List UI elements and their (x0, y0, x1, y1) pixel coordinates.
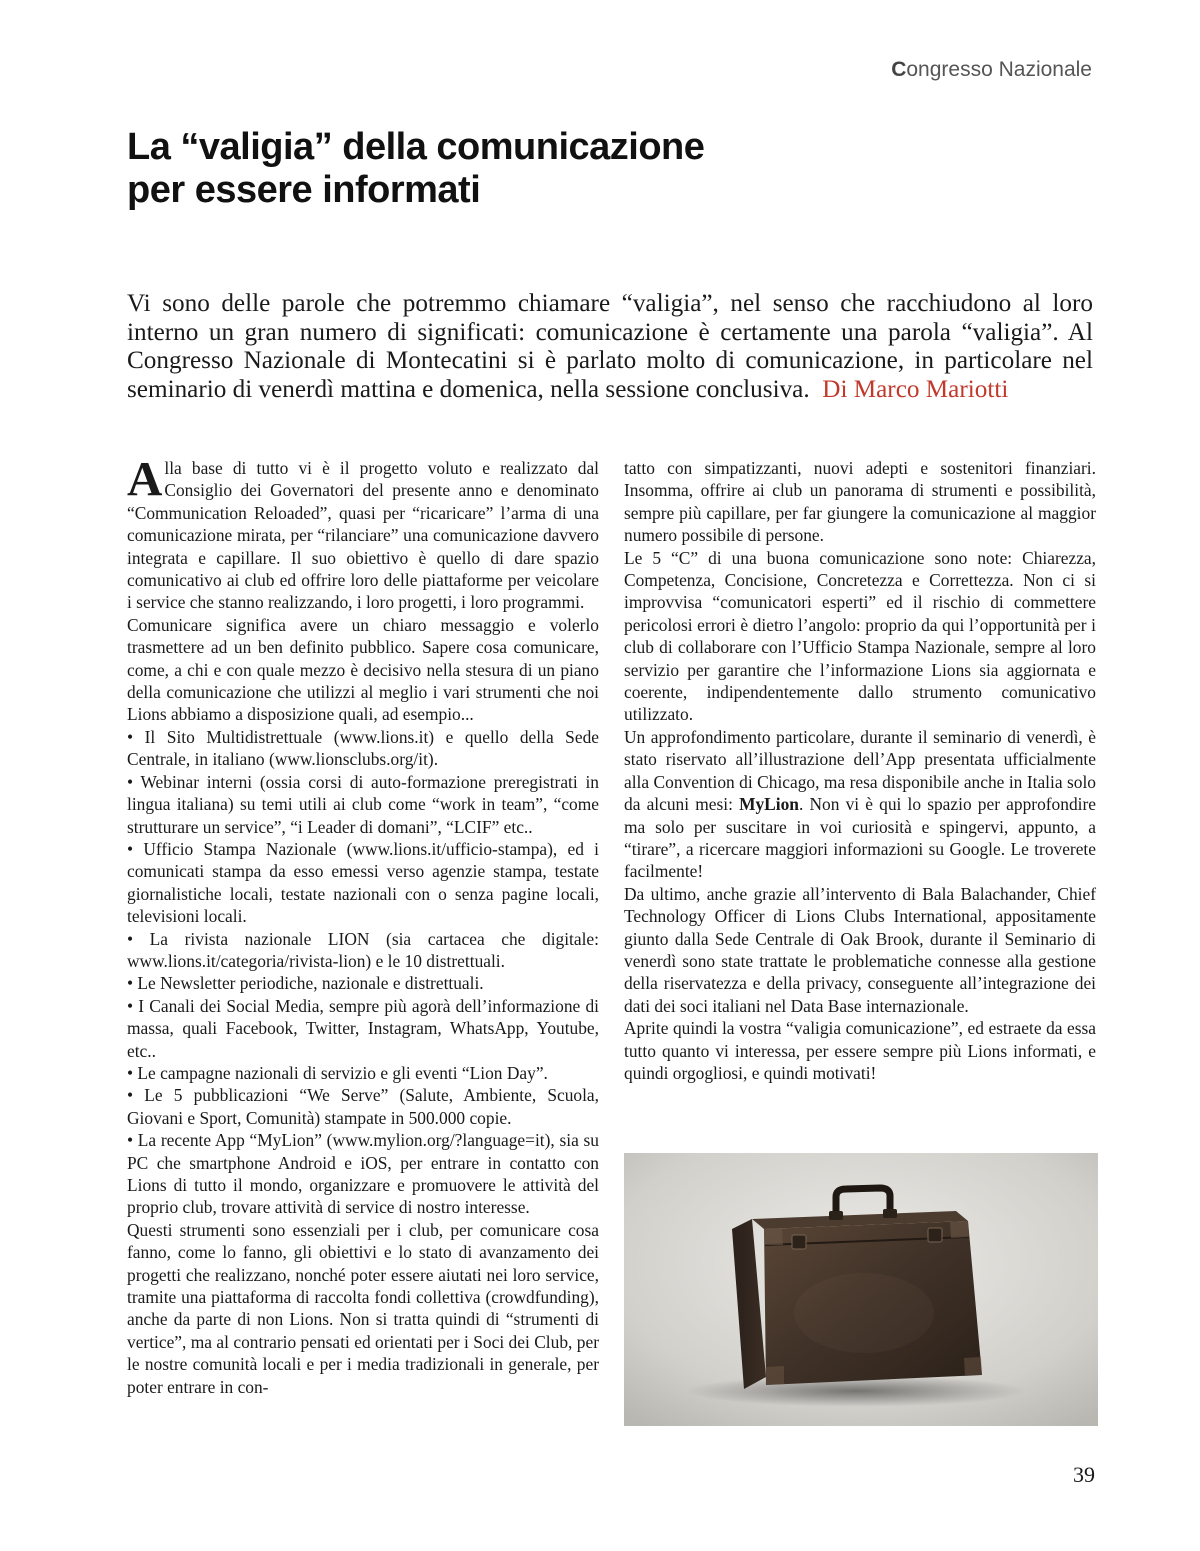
bullet-webinar: • Webinar interni (ossia corsi di auto-formazione preregistrati in lingua italiana) su temi utili ai club come “work in team”, “come strutturare un service”, “i Leader di domani”, “LCIF” etc.. (127, 771, 599, 837)
bullet-campagne: • Le campagne nazionali di servizio e gli eventi “Lion Day”. (127, 1062, 548, 1083)
right-paragraph-3 (624, 726, 1096, 883)
left-paragraph-1 (127, 451, 599, 614)
article-title-line-1: La “valigia” della comunicazione (127, 126, 705, 168)
bullet-we-serve: • Le 5 pubblicazioni “We Serve” (Salute, Ambiente, Scuola, Giovani e Sport, Comunità) stampate in 500.000 copie. (127, 1085, 599, 1128)
right-paragraph-1: tatto con simpatizzanti, nuovi adepti e sostenitori finanziari. Insomma, offrire ai club un panorama di strumenti e possibilità, sempre più capillare, per far giungere la comunicazione al maggior numero possibile di persone. (624, 458, 1096, 546)
page-number: 39 (1073, 1462, 1095, 1487)
article-lead (127, 290, 1093, 404)
article-title (127, 126, 1087, 212)
bullet-rivista: • La rivista nazionale LION (sia cartacea che digitale: www.lions.it/categoria/rivista-lion) e le 10 distrettuali. (127, 928, 599, 971)
left-column (127, 451, 599, 1398)
bullet-mylion: • La recente App “MyLion” (www.mylion.org/?language=it), sia su PC che smartphone Android e iOS, per entrare in contatto con Lions di tutto il mondo, organizzare e promuovere le attività del proprio club, trovare attività di service di nostro interesse. (127, 1130, 599, 1218)
suitcase-photo-icon (624, 1153, 1098, 1426)
drop-cap: A (127, 451, 163, 506)
bullet-sito: • Il Sito Multidistrettuale (www.lions.it) e quello della Sede Centrale, in italiano (www.lionsclubs.org/it). (127, 726, 599, 770)
section-header-rest: ongresso Nazionale (906, 58, 1092, 81)
lead-text: Vi sono delle parole che potremmo chiamare “valigia”, nel senso che racchiudono al loro interno un gran numero di significati: comunicazione è certamente una parola “valigia”. Al Congresso Nazionale di Montecatini si è parlato molto di comunicazione, in particolare nel seminario di venerdì mattina e domenica, nella sessione conclusiva. (127, 290, 1093, 403)
right-column (624, 457, 1096, 1084)
bullet-social: • I Canali dei Social Media, sempre più agorà dell’informazione di massa, quali Facebook, Twitter, Instagram, WhatsApp, Youtube, etc.. (127, 995, 599, 1061)
right-paragraph-2: Le 5 “C” di una buona comunicazione sono note: Chiarezza, Competenza, Concisione, Concretezza e Correttezza. Non ci si improvvisa “comunicatori esperti” ed il rischio di commettere pericolosi errori è dietro l’angolo: proprio da qui l’opportunità per i club di collaborare con l’Ufficio Stampa Nazionale, sempre al loro servizio per garantire che l’informazione Lions sia aggiornata e coerente, indipendentemente dallo strumento comunicativo utilizzato. (624, 547, 1096, 725)
right-paragraph-3-a: Un approfondimento particolare, durante il seminario di venerdì, è stato riservato all’illustrazione dell’App presentata ufficialmente alla Convention di Chicago, ma resa disponibile anche in Italia solo da alcuni mesi: (624, 726, 1096, 815)
bullet-ufficio-stampa: • Ufficio Stampa Nazionale (www.lions.it/ufficio-stampa), ed i comunicati stampa da esso emessi verso agenzie stampa, testate giornalistiche locali, testate nazionali con o senza pagine locali, televisioni locali. (127, 838, 599, 927)
section-header (891, 58, 1092, 82)
right-paragraph-4: Da ultimo, anche grazie all’intervento di Bala Balachander, Chief Technology Officer di Lions Clubs International, appositamente giunto dalla Sede Centrale di Oak Brook, durante il Seminario di venerdì sono state trattate le problematiche connesse alla gestione della riservatezza e della privacy, conseguente all’integrazione dei dati dei soci italiani nel Data Base internazionale. (624, 883, 1096, 1016)
article-title-line-2: per essere informati (127, 169, 481, 211)
bullet-newsletter: • Le Newsletter periodiche, nazionale e distrettuali. (127, 973, 484, 994)
mylion-bold: MyLion (739, 794, 799, 815)
right-paragraph-3-b: . Non vi è qui lo spazio per approfondire ma solo per suscitare in voi curiosità e spingervi, appunto, a “tirare”, a ricercare maggiori informazioni su Google. Le troverete facilmente! (624, 794, 1096, 882)
section-header-initial: C (891, 58, 907, 81)
author-byline: Di Marco Mariotti (822, 375, 1009, 403)
left-paragraph-2: Comunicare significa avere un chiaro messaggio e volerlo trasmettere ad un ben definito pubblico. Sapere cosa comunicare, come, a chi e con quale mezzo è decisivo nella stesura di un piano della comunicazione che utilizzi al meglio i vari strumenti che noi Lions abbiamo a disposizione quali, ad esempio... (127, 614, 599, 725)
left-paragraph-1-text: lla base di tutto vi è il progetto voluto e realizzato dal Consiglio dei Governatori del presente anno e denominato “Communication Reloaded”, quasi per “ricaricare” l’arma di una comunicazione mirata, per “rilanciare” una comunicazione davvero integrata e capillare. Il suo obiettivo è quello di dare spazio comunicativo ai club ed offrire loro delle piattaforme per veicolare i service che stanno realizzando, i loro progetti, i loro programmi. (127, 458, 599, 613)
left-paragraph-final: Questi strumenti sono essenziali per i club, per comunicare cosa fanno, come lo fanno, gli obiettivi e lo stato di avanzamento dei progetti che realizzano, nonché poter essere aiutati nei loro service, tramite una piattaforma di raccolta fondi collettiva (crowdfunding), anche da parte di non Lions. Non si tratta quindi di “strumenti di vertice”, ma al contrario pensati ed orientati per i Soci dei Club, per le nostre comunità locali e per i media tradizionali in generale, per poter entrare in con- (127, 1219, 599, 1397)
right-paragraph-5: Aprite quindi la vostra “valigia comunicazione”, ed estraete da essa tutto quanto vi interessa, per essere sempre più Lions informati, e quindi orgogliosi, e quindi motivati! (624, 1018, 1096, 1083)
